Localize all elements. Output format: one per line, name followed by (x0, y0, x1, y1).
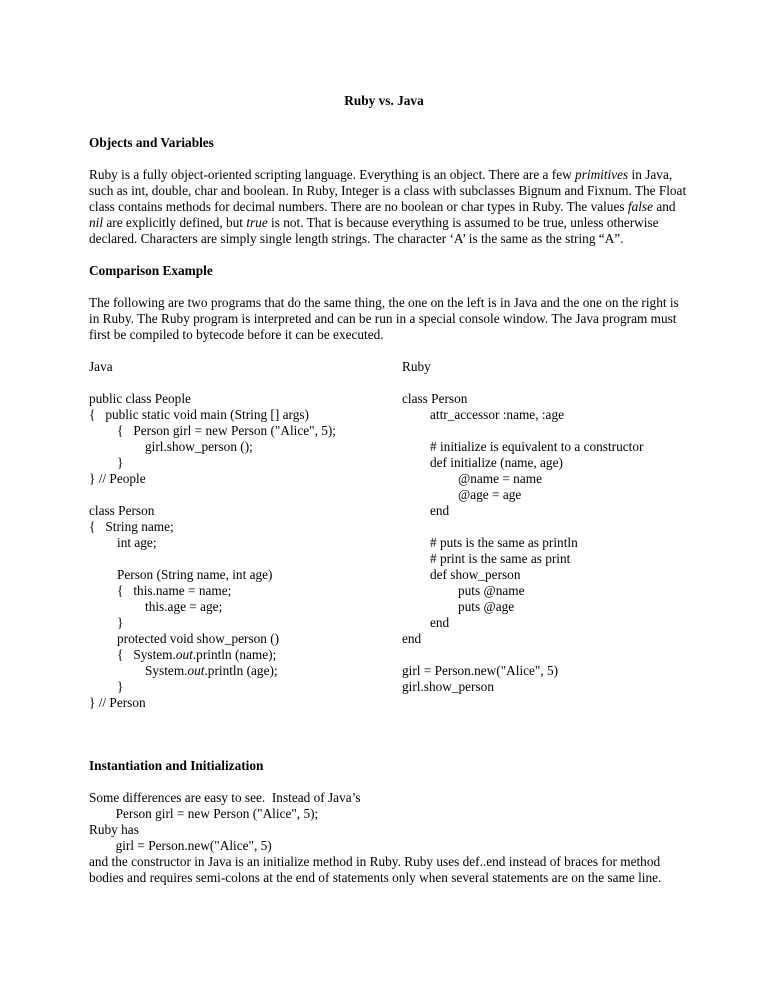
code-text: int age; (117, 535, 157, 550)
code-text: # print is the same as print (430, 551, 571, 566)
code-text: this.age = age; (145, 599, 223, 614)
code-text: puts @age (458, 599, 515, 614)
code-text: class Person (89, 503, 155, 518)
ruby-code-line (402, 407, 643, 423)
code-text: girl.show_person (402, 679, 494, 694)
code-text: } (117, 679, 124, 694)
code-text: girl = Person.new("Alice", 5) (402, 663, 559, 678)
code-text: end (430, 503, 450, 518)
code-text: # puts is the same as println (430, 535, 578, 550)
ruby-code-block (402, 391, 643, 695)
java-code-line (89, 455, 336, 471)
ruby-code-line (402, 663, 643, 679)
java-code-line (89, 695, 336, 711)
java-code-line (89, 423, 336, 439)
code-blank-line (402, 519, 643, 535)
ruby-code-line (402, 455, 643, 471)
instantiation-line: Some differences are easy to see. Instead of Java’s (89, 790, 361, 805)
ruby-code-line (402, 471, 643, 487)
ruby-code-line (402, 583, 643, 599)
code-text: class Person (402, 391, 468, 406)
emphasis-term: true (246, 215, 268, 230)
code-text: .println (name); (192, 647, 277, 662)
code-blank-line (89, 551, 336, 567)
java-code-block (89, 391, 336, 711)
code-text: @age = age (458, 487, 522, 502)
java-code-line (89, 615, 336, 631)
ruby-column (402, 359, 643, 695)
ruby-code-line (402, 631, 643, 647)
code-text: attr_accessor :name, :age (430, 407, 565, 422)
page-title: Ruby vs. Java (344, 93, 424, 108)
heading-objects-variables: Objects and Variables (89, 135, 214, 150)
java-code-line (89, 631, 336, 647)
code-text: System. (145, 663, 188, 678)
instantiation-line: Ruby has (89, 822, 139, 837)
instantiation-closing-text: and the constructor in Java is an initialize method in Ruby. Ruby uses def..end instead of braces for method bodies and requires semi-colons at the end of statements only when several statements are on the same line. (89, 854, 662, 885)
java-code-line (89, 567, 336, 583)
ruby-code-line (402, 391, 643, 407)
java-code-line (89, 519, 336, 535)
code-text: @name = name (458, 471, 542, 486)
java-column (89, 359, 336, 711)
code-text: } // People (89, 471, 146, 486)
ruby-label: Ruby (402, 359, 431, 374)
paragraph-objects-variables (89, 167, 689, 247)
ruby-code-line (402, 679, 643, 695)
text-run: is not. That is because everything is assumed to be true, unless otherwise declared. Characters are simply single length strings. The character ‘A’ is the same as the string “A”. (89, 215, 659, 246)
code-blank-line (402, 423, 643, 439)
emphasis-term: nil (89, 215, 104, 230)
java-label: Java (89, 359, 113, 374)
java-code-line (89, 679, 336, 695)
java-code-line (89, 471, 336, 487)
text-run: and (653, 199, 676, 214)
instantiation-code-ruby: girl = Person.new("Alice", 5) (89, 838, 272, 853)
code-text: .println (age); (204, 663, 278, 678)
code-text: { public static void main (String [] args) (89, 407, 309, 422)
code-text: Person (String name, int age) (117, 567, 273, 582)
text-run: Ruby is a fully object-oriented scripting language. Everything is an object. There are a few (89, 167, 576, 182)
text-run: in Java, such as int, double, char and boolean. In Ruby, Integer is a class with subclasses Bignum and Fixnum. The Float class contains methods for decimal numbers. There are no boolean or char types in Ruby. The values (89, 167, 687, 214)
java-code-line (89, 583, 336, 599)
code-text: def initialize (name, age) (430, 455, 563, 470)
code-text: end (430, 615, 450, 630)
code-italic: out (175, 647, 193, 662)
objects-body-text (89, 167, 689, 247)
paragraph-comparison-example (89, 295, 689, 343)
ruby-code-line (402, 535, 643, 551)
code-text: def show_person (430, 567, 521, 582)
code-text: end (402, 631, 422, 646)
ruby-code-line (402, 487, 643, 503)
emphasis-term: primitives (575, 167, 629, 182)
ruby-code-line (402, 551, 643, 567)
code-text: puts @name (458, 583, 525, 598)
code-italic: out (187, 663, 205, 678)
java-code-line (89, 407, 336, 423)
ruby-code-line (402, 503, 643, 519)
java-code-line (89, 439, 336, 455)
ruby-code-line (402, 567, 643, 583)
java-code-line (89, 535, 336, 551)
code-text: { Person girl = new Person ("Alice", 5); (117, 423, 336, 438)
code-text: girl.show_person (); (145, 439, 253, 454)
java-code-line (89, 391, 336, 407)
ruby-code-line (402, 599, 643, 615)
code-blank-line (402, 647, 643, 663)
text-run: are explicitly defined, but (103, 215, 247, 230)
java-code-line (89, 503, 336, 519)
code-text: { String name; (89, 519, 174, 534)
code-text: # initialize is equivalent to a constructor (430, 439, 644, 454)
emphasis-term: false (627, 199, 653, 214)
java-code-line (89, 647, 336, 663)
instantiation-code-java: Person girl = new Person ("Alice", 5); (89, 806, 319, 821)
java-code-line (89, 663, 336, 679)
ruby-code-line (402, 615, 643, 631)
code-text: { this.name = name; (117, 583, 232, 598)
code-text: { System. (117, 647, 176, 662)
code-blank-line (89, 487, 336, 503)
code-text: } (117, 455, 124, 470)
ruby-code-line (402, 439, 643, 455)
heading-comparison-example: Comparison Example (89, 263, 213, 278)
code-text: } // Person (89, 695, 146, 710)
code-text: public class People (89, 391, 191, 406)
comparison-body-text: The following are two programs that do the same thing, the one on the left is in Java and the one on the right is in Ruby. The Ruby program is interpreted and can be run in a special console window. The Java program must first be compiled to bytecode before it can be executed. (89, 295, 679, 342)
heading-instantiation: Instantiation and Initialization (89, 758, 264, 773)
paragraph-instantiation (89, 790, 689, 886)
code-text: protected void show_person () (117, 631, 280, 646)
code-text: } (117, 615, 124, 630)
java-code-line (89, 599, 336, 615)
